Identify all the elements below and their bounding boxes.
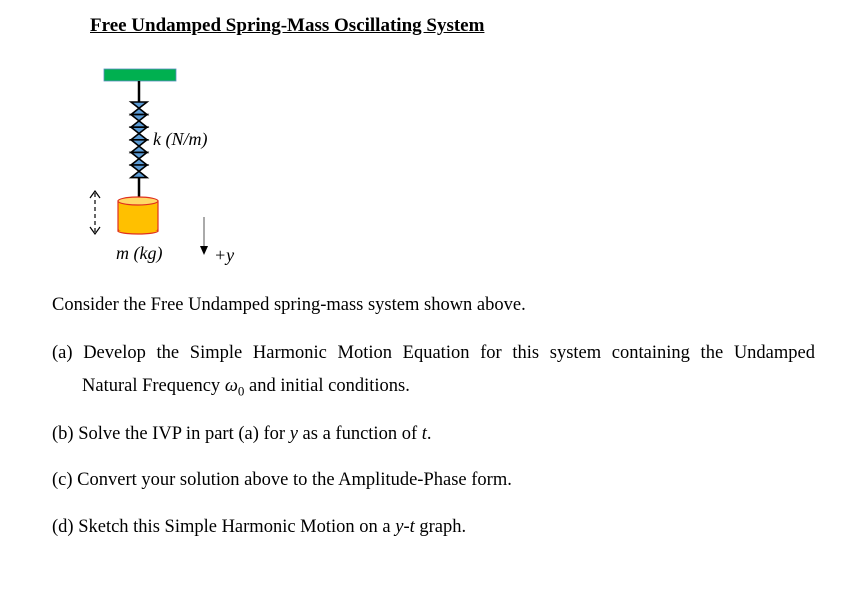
qd-var: y-t — [395, 517, 415, 537]
intro-text: Consider the Free Undamped spring-mass system shown above. — [52, 295, 526, 315]
omega-subscript: 0 — [237, 383, 245, 399]
spring-icon — [131, 102, 147, 178]
question-b — [52, 424, 432, 445]
question-c: (c) Convert your solution above to the Amplitude-Phase form. — [52, 470, 512, 490]
qd-text-end: graph. — [414, 517, 467, 537]
spring-coil — [131, 140, 147, 153]
direction-label — [214, 245, 234, 266]
question-a-line2 — [82, 376, 410, 400]
qb-text-mid: as a function of — [297, 424, 422, 444]
question-a-line1: (a) Develop the Simple Harmonic Motion Equation for this system containing the Undamped — [52, 343, 815, 363]
fixed-support — [104, 69, 176, 81]
qa-text: Natural Frequency — [82, 376, 225, 396]
qb-text-end: . — [426, 424, 432, 444]
spring-coil — [131, 127, 147, 140]
qb-text: (b) Solve the IVP in part (a) for — [52, 424, 290, 444]
spring-coil — [131, 165, 147, 178]
mass-label — [116, 243, 162, 264]
mass-text: m (kg) — [116, 243, 163, 263]
spring-coil — [131, 102, 147, 115]
positive-direction-arrow-icon — [200, 217, 208, 255]
qa-text-end: and initial conditions. — [244, 376, 410, 396]
document-title: Free Undamped Spring-Mass Oscillating System — [90, 15, 485, 36]
spring-coil — [131, 152, 147, 165]
question-d — [52, 517, 466, 538]
direction-text: +y — [214, 245, 235, 265]
spring-mass-diagram — [0, 0, 300, 280]
qb-var-y: y — [289, 424, 298, 444]
oscillation-arrow-icon — [90, 191, 100, 234]
qd-text: (d) Sketch this Simple Harmonic Motion on a — [52, 517, 396, 537]
mass-block — [118, 197, 158, 234]
spring-constant-text: k (N/m) — [153, 129, 208, 149]
qb-var-t: t — [421, 424, 427, 444]
spring-constant-label — [153, 129, 207, 150]
omega-symbol: ω — [224, 376, 238, 396]
spring-coil — [131, 115, 147, 128]
